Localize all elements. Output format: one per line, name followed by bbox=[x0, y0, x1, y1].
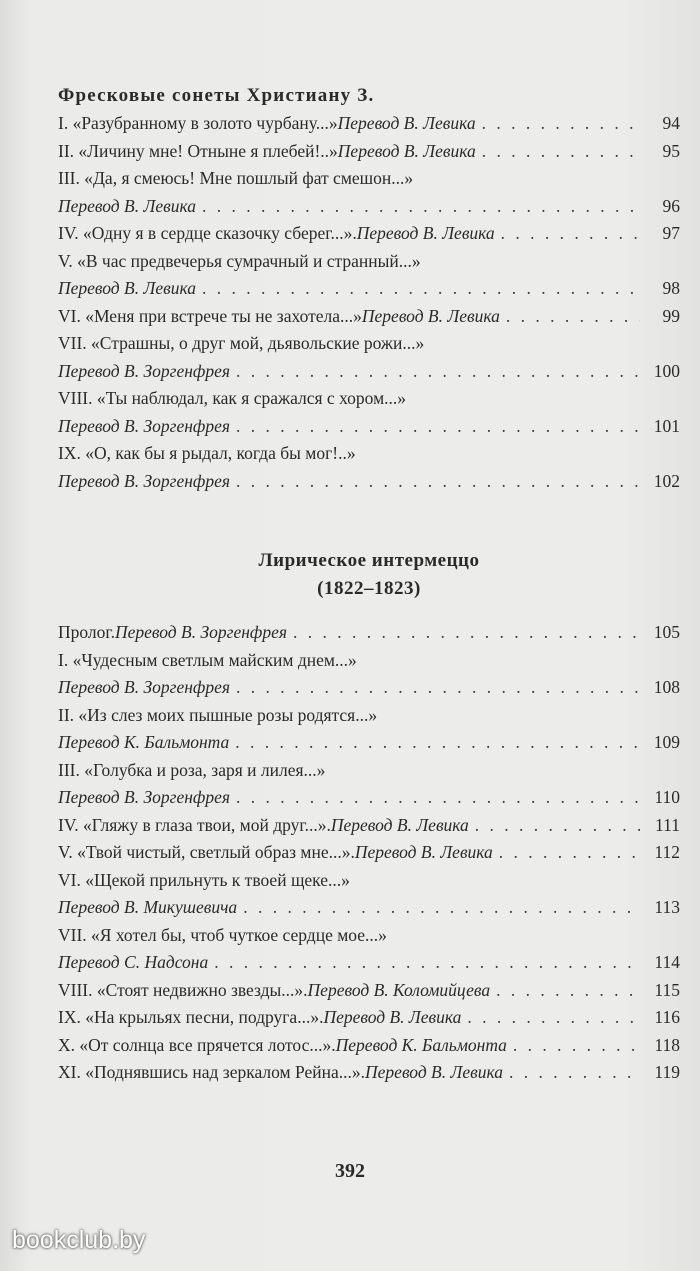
entry-title: V. «Твой чистый, светлый образ мне...». bbox=[58, 842, 355, 862]
entry-title: II. «Из слез моих пышные розы родятся...» bbox=[58, 704, 378, 725]
entry-credit: Перевод В. Левика bbox=[323, 1007, 462, 1027]
entry-title: V. «В час предвечерья сумрачный и странный...» bbox=[58, 250, 421, 271]
entry-page: 100 bbox=[653, 360, 680, 381]
toc-entry bbox=[58, 977, 680, 1005]
leader-dots bbox=[496, 977, 640, 1005]
leader-dots bbox=[235, 729, 640, 757]
entry-title: I. «Чудесным светлым майским днем...» bbox=[58, 649, 357, 670]
leader-dots bbox=[236, 784, 640, 812]
toc-entry bbox=[58, 867, 680, 922]
page-number: 392 bbox=[335, 1160, 365, 1182]
leader-dots bbox=[482, 110, 640, 138]
entry-page: 110 bbox=[654, 787, 680, 807]
entry-page: 118 bbox=[654, 1034, 680, 1055]
toc-entry bbox=[58, 220, 680, 248]
entry-credit: Перевод В. Левика bbox=[330, 814, 469, 835]
entry-credit: Перевод В. Зоргенфрея bbox=[114, 622, 287, 642]
entry-title: III. «Да, я смеюсь! Мне пошлый фат смешон...» bbox=[58, 168, 414, 188]
entry-title: VI. «Меня при встрече ты не захотела...» bbox=[58, 305, 362, 326]
section-spacer bbox=[58, 603, 680, 619]
section-years: (1822–1823) bbox=[317, 578, 421, 599]
leader-dots bbox=[506, 303, 640, 331]
entry-page: 114 bbox=[654, 952, 680, 972]
entry-credit: Перевод С. Надсона bbox=[58, 952, 209, 972]
leader-dots bbox=[499, 839, 640, 867]
toc-entry bbox=[58, 165, 680, 220]
table-of-contents bbox=[58, 82, 680, 1087]
entry-credit: Перевод В. Зоргенфрея bbox=[58, 677, 230, 697]
toc-entry bbox=[58, 385, 680, 440]
entry-page: 96 bbox=[662, 195, 680, 216]
entry-title: X. «От солнца все прячется лотос...». bbox=[58, 1034, 336, 1055]
entry-page: 112 bbox=[654, 842, 680, 862]
toc-entry bbox=[58, 1004, 680, 1032]
entry-credit: Перевод В. Левика bbox=[58, 195, 196, 216]
entry-title: II. «Личину мне! Отныне я плебей!..» bbox=[58, 140, 338, 161]
entry-page: 111 bbox=[655, 814, 680, 835]
entry-credit: Перевод В. Коломийцева bbox=[307, 979, 491, 1000]
leader-dots bbox=[236, 468, 640, 496]
section-title-fresco-sonnets: Фресковые сонеты Христиану З. bbox=[58, 85, 375, 106]
leader-dots bbox=[482, 138, 640, 166]
entry-title: VII. «Страшны, о друг мой, дьявольские рожи...» bbox=[58, 333, 425, 353]
entry-credit: Перевод В. Зоргенфрея bbox=[58, 470, 230, 491]
entry-credit: Перевод К. Бальмонта bbox=[58, 732, 230, 752]
leader-dots bbox=[509, 1059, 640, 1087]
entry-page: 119 bbox=[654, 1062, 680, 1082]
entry-page: 109 bbox=[653, 732, 680, 752]
toc-entry bbox=[58, 330, 680, 385]
entry-page: 115 bbox=[654, 979, 680, 1000]
entry-credit: Перевод В. Левика bbox=[354, 842, 493, 862]
entry-page: 102 bbox=[653, 470, 680, 491]
toc-entry bbox=[58, 839, 680, 867]
entry-page: 101 bbox=[653, 415, 680, 436]
leader-dots bbox=[236, 358, 640, 386]
entry-page: 94 bbox=[662, 113, 680, 133]
entry-title: Пролог. bbox=[58, 622, 115, 642]
entry-credit: Перевод В. Зоргенфрея bbox=[58, 360, 230, 381]
entry-page: 105 bbox=[653, 622, 680, 642]
entry-title: VIII. «Ты наблюдал, как я сражался с хором...» bbox=[58, 388, 407, 408]
entry-page: 108 bbox=[653, 677, 680, 697]
toc-entry bbox=[58, 1032, 680, 1060]
leader-dots bbox=[293, 619, 640, 647]
toc-entry bbox=[58, 303, 680, 331]
entry-credit: Перевод В. Левика bbox=[356, 223, 495, 243]
toc-entry bbox=[58, 922, 680, 977]
entry-title: XI. «Поднявшись над зеркалом Рейна...». bbox=[58, 1062, 366, 1082]
entry-title: VII. «Я хотел бы, чтоб чуткое сердце мое...» bbox=[58, 924, 387, 945]
toc-entry bbox=[58, 110, 680, 138]
toc-entry bbox=[58, 619, 680, 647]
entry-credit: Перевод К. Бальмонта bbox=[335, 1034, 507, 1055]
entry-credit: Перевод В. Левика bbox=[365, 1062, 503, 1082]
leader-dots bbox=[475, 812, 640, 840]
entry-title: III. «Голубка и роза, заря и лилея...» bbox=[58, 759, 326, 780]
entry-page: 113 bbox=[654, 897, 680, 917]
entry-credit: Перевод В. Микушевича bbox=[58, 897, 238, 917]
toc-entry bbox=[58, 248, 680, 303]
entry-page: 116 bbox=[654, 1007, 680, 1027]
entry-title: IV. «Гляжу в глаза твои, мой друг...». bbox=[58, 814, 331, 835]
entry-page: 98 bbox=[662, 278, 680, 298]
entry-credit: Перевод В. Левика bbox=[337, 140, 476, 161]
entry-credit: Перевод В. Зоргенфрея bbox=[58, 787, 230, 807]
toc-entry bbox=[58, 138, 680, 166]
toc-entry bbox=[58, 702, 680, 757]
leader-dots bbox=[202, 193, 640, 221]
toc-entry bbox=[58, 757, 680, 812]
leader-dots bbox=[513, 1032, 640, 1060]
section-spacer bbox=[58, 495, 680, 547]
toc-entry bbox=[58, 812, 680, 840]
watermark-logo: bookclub.by bbox=[12, 1226, 146, 1254]
entry-title: VI. «Щекой прильнуть к твоей щеке...» bbox=[58, 869, 350, 890]
entry-credit: Перевод В. Левика bbox=[337, 113, 476, 133]
toc-entry bbox=[58, 440, 680, 495]
toc-entry bbox=[58, 1059, 680, 1087]
entry-title: IV. «Одну я в сердце сказочку сберег...». bbox=[58, 223, 357, 243]
entry-page: 95 bbox=[662, 140, 680, 161]
leader-dots bbox=[243, 894, 640, 922]
entry-page: 99 bbox=[662, 305, 680, 326]
entry-title: I. «Разубранному в золото чурбану...» bbox=[58, 113, 338, 133]
entry-title: IX. «О, как бы я рыдал, когда бы мог!..» bbox=[58, 443, 356, 463]
entry-page: 97 bbox=[662, 223, 680, 243]
entry-credit: Перевод В. Левика bbox=[58, 278, 196, 298]
leader-dots bbox=[236, 674, 640, 702]
leader-dots bbox=[501, 220, 640, 248]
entry-title: VIII. «Стоят недвижно звезды...». bbox=[58, 979, 308, 1000]
leader-dots bbox=[214, 949, 640, 977]
leader-dots bbox=[236, 413, 640, 441]
leader-dots bbox=[467, 1004, 640, 1032]
leader-dots bbox=[202, 275, 640, 303]
entry-title: IX. «На крыльях песни, подруга...». bbox=[58, 1007, 324, 1027]
toc-entry bbox=[58, 647, 680, 702]
entry-credit: Перевод В. Зоргенфрея bbox=[58, 415, 230, 436]
section-title-lyrical-intermezzo: Лирическое интермеццо bbox=[258, 550, 480, 571]
entry-credit: Перевод В. Левика bbox=[361, 305, 500, 326]
